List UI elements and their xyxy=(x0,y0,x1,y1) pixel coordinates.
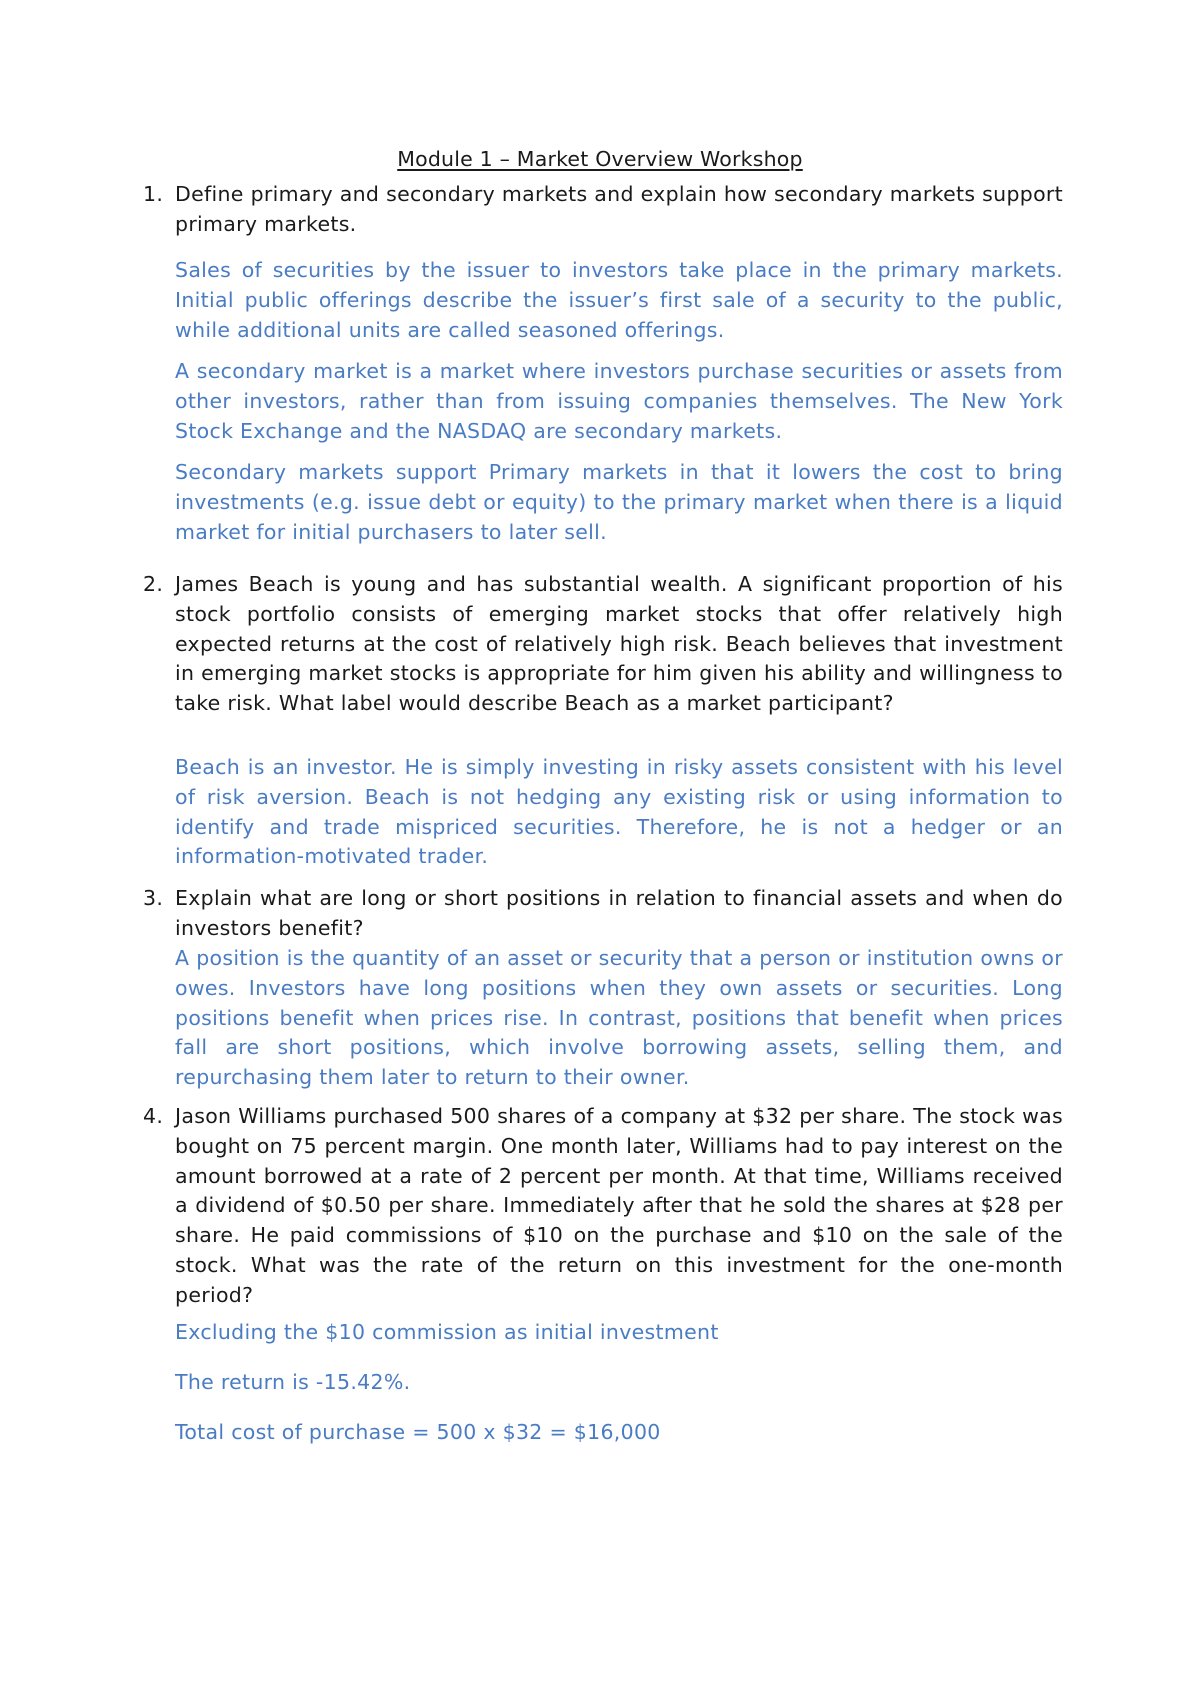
page-title: Module 1 – Market Overview Workshop xyxy=(397,147,803,171)
question-number: 3. xyxy=(143,886,164,910)
answer-1-paragraph-1: Sales of securities by the issuer to investors take place in the primary markets. Initial public offerings describe the issuer’s first sale of a security to the public, while additional units are called seasoned offerings. xyxy=(175,258,1063,342)
question-text: Explain what are long or short positions in relation to financial assets and when do investors benefit? xyxy=(175,886,1063,940)
answer-4-paragraph-3: Total cost of purchase = 500 x $32 = $16,000 xyxy=(175,1420,661,1444)
question-text: Define primary and secondary markets and explain how secondary markets support primary markets. xyxy=(175,182,1063,236)
question-1 xyxy=(143,180,1063,240)
question-3 xyxy=(143,884,1063,944)
question-text: James Beach is young and has substantial wealth. A significant proportion of his stock portfolio consists of emerging market stocks that offer relatively high expected returns at the cost of relatively high risk. Beach believes that investment in emerging market stocks is appropriate for him given his ability and willingness to take risk. What label would describe Beach as a market participant? xyxy=(175,572,1063,716)
question-number: 4. xyxy=(143,1104,164,1128)
question-text: Jason Williams purchased 500 shares of a company at $32 per share. The stock was bought on 75 percent margin. One month later, Williams had to pay interest on the amount borrowed at a rate of 2 percent per month. At that time, Williams received a dividend of $0.50 per share. Immediately after that he sold the shares at $28 per share. He paid commissions of $10 on the purchase and $10 on the sale of the stock. What was the rate of the return on this investment for the one-month period? xyxy=(175,1104,1063,1307)
answer-3-paragraph-1: A position is the quantity of an asset or security that a person or institution owns or owes. Investors have long positions when they own assets or securities. Long positions benefit when prices rise. In contrast, positions that benefit when prices fall are short positions, which involve borrowing assets, selling them, and repurchasing them later to return to their owner. xyxy=(175,946,1063,1090)
question-number: 2. xyxy=(143,572,164,596)
answer-1-paragraph-3: Secondary markets support Primary markets in that it lowers the cost to bring investments (e.g. issue debt or equity) to the primary market when there is a liquid market for initial purchasers to later sell. xyxy=(175,460,1063,544)
question-2 xyxy=(143,570,1063,719)
answer-2-paragraph-1: Beach is an investor. He is simply investing in risky assets consistent with his level of risk aversion. Beach is not hedging any existing risk or using information to identify and trade mispriced securities. Therefore, he is not a hedger or an information-motivated trader. xyxy=(175,755,1063,869)
answer-1-paragraph-2: A secondary market is a market where investors purchase securities or assets from other investors, rather than from issuing companies themselves. The New York Stock Exchange and the NASDAQ are secondary markets. xyxy=(175,359,1063,443)
answer-4-paragraph-1: Excluding the $10 commission as initial investment xyxy=(175,1320,719,1344)
answer-4-paragraph-2: The return is -15.42%. xyxy=(175,1370,411,1394)
question-number: 1. xyxy=(143,182,164,206)
question-4 xyxy=(143,1102,1063,1311)
